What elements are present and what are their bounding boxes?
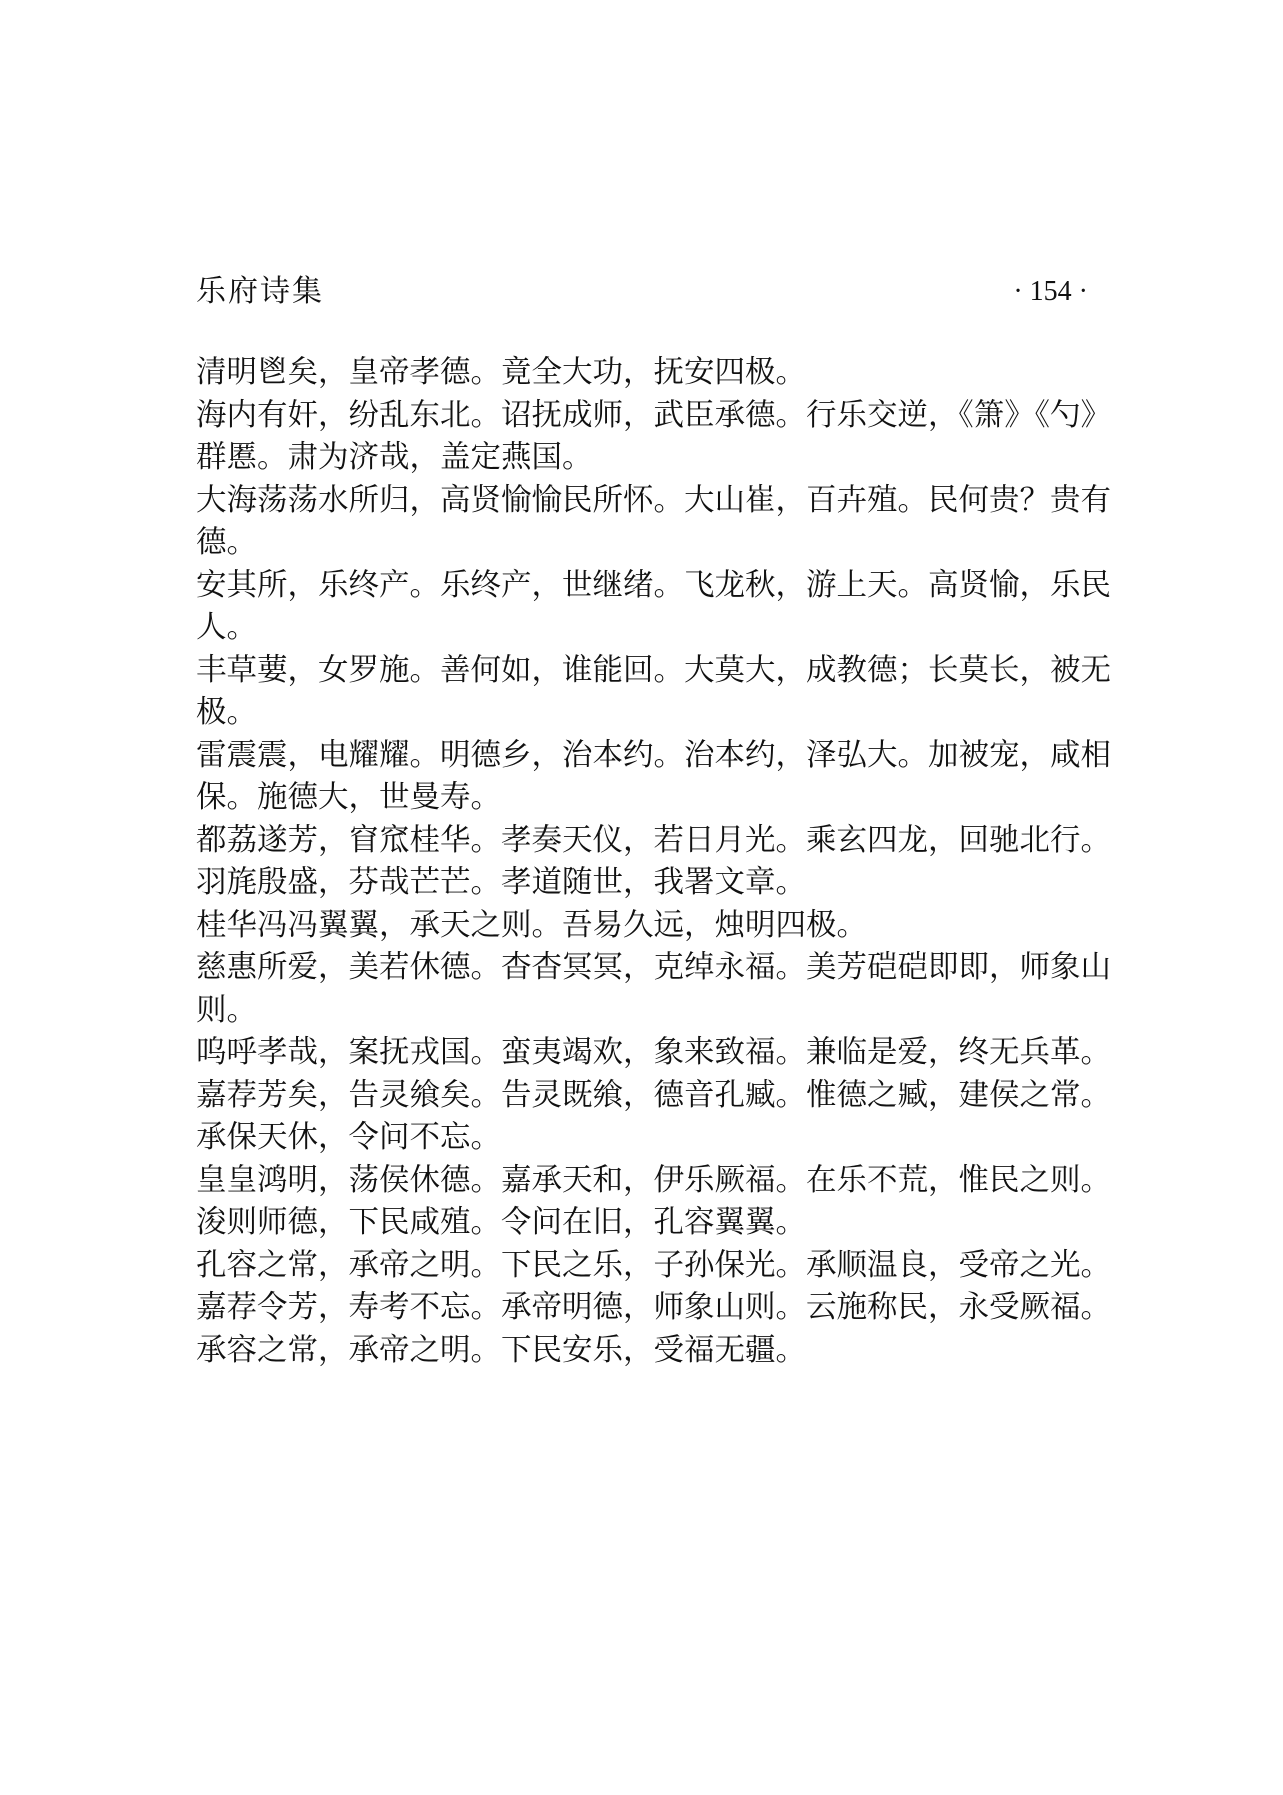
page-number: · 154 ·	[1013, 276, 1088, 307]
stanza: 清明鬯矣，皇帝孝德。竟全大功，抚安四极。	[196, 355, 806, 390]
poem-body	[196, 352, 1118, 1372]
stanza: 雷震震，电耀耀。明德乡，治本约。治本约，泽弘大。加被宠，咸相保。施德大，世曼寿。	[196, 737, 1111, 815]
stanza: 桂华冯冯翼翼，承天之则。吾易久远，烛明四极。	[196, 907, 867, 943]
stanza: 都荔遂芳，窅窊桂华。孝奏天仪，若日月光。乘玄四龙，回驰北行。羽旄殷盛，芬哉芒芒。孝道随世，我署文章。	[196, 822, 1111, 900]
stanza: 安其所，乐终产。乐终产，世继绪。飞龙秋，游上天。高贤愉，乐民人。	[196, 567, 1111, 645]
stanza: 慈惠所爱，美若休德。杳杳冥冥，克绰永福。美芳硙硙即即，师象山则。	[196, 950, 1111, 1028]
stanza: 孔容之常，承帝之明。下民之乐，子孙保光。承顺温良，受帝之光。嘉荐令芳，寿考不忘。承帝明德，师象山则。云施称民，永受厥福。承容之常，承帝之明。下民安乐，受福无疆。	[196, 1247, 1111, 1368]
page-header	[196, 270, 1088, 314]
stanza: 大海荡荡水所归，高贤愉愉民所怀。大山崔，百卉殖。民何贵？贵有德。	[196, 482, 1111, 560]
stanza: 呜呼孝哉，案抚戎国。蛮夷竭欢，象来致福。兼临是爱，终无兵革。	[196, 1035, 1111, 1070]
stanza: 皇皇鸿明，荡侯休德。嘉承天和，伊乐厥福。在乐不荒，惟民之则。浚则师德，下民咸殖。令问在旧，孔容翼翼。	[196, 1162, 1111, 1240]
book-title: 乐府诗集	[196, 274, 324, 309]
stanza: 丰草葽，女罗施。善何如，谁能回。大莫大，成教德；长莫长，被无极。	[196, 652, 1111, 730]
stanza: 海内有奸，纷乱东北。诏抚成师，武臣承德。行乐交逆，《箫》《勺》群慝。肃为济哉，盖定燕国。	[196, 397, 1111, 475]
stanza: 嘉荐芳矣，告灵飨矣。告灵既飨，德音孔臧。惟德之臧，建侯之常。承保天休，令问不忘。	[196, 1077, 1111, 1155]
